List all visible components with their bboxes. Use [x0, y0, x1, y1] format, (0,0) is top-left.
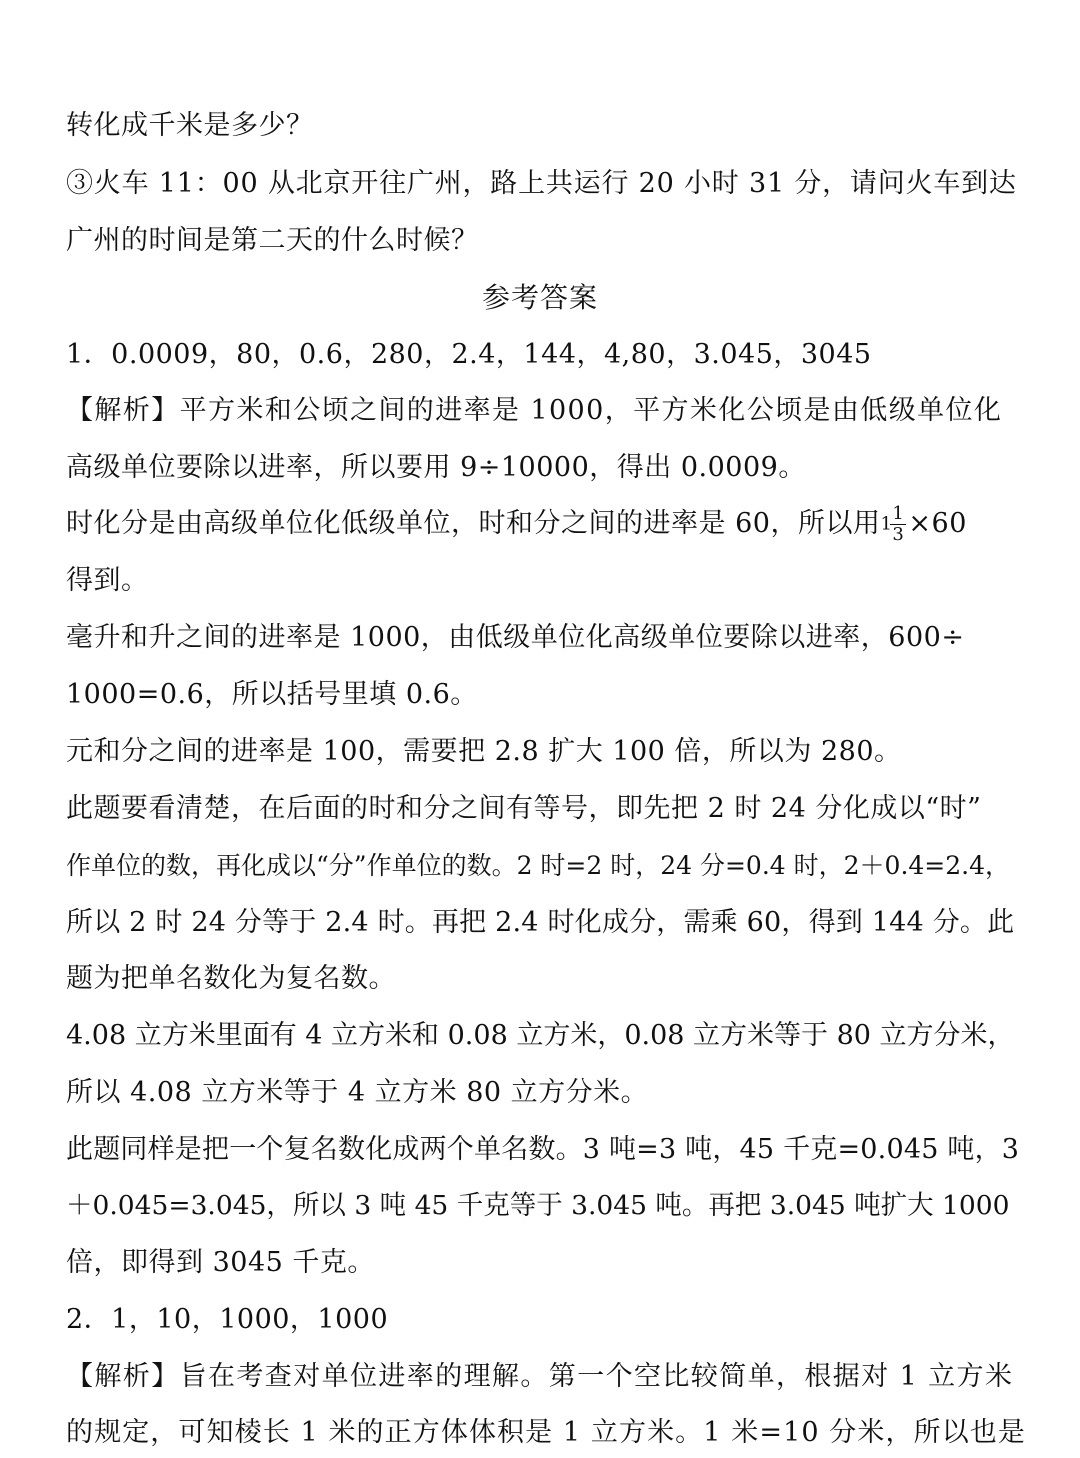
body-line-7: 所以 2 时 24 分等于 2.4 时。再把 2.4 时化成分，需乘 60，得到 144 分。此 — [66, 907, 1015, 938]
fraction-numerator: 1 — [890, 505, 906, 525]
intro-line-1: 转化成千米是多少？ — [66, 110, 314, 141]
time-line-multiplier: ×60 — [908, 508, 967, 539]
analysis-2-line-1: 【解析】旨在考查对单位进率的理解。第一个空比较简单，根据对 1 立方米 — [66, 1361, 1014, 1392]
analysis-1-line-1: 【解析】平方米和公顷之间的进率是 1000，平方米化公顷是由低级单位化 — [66, 395, 1003, 426]
fraction — [890, 505, 906, 544]
mixed-number-whole: 1 — [880, 513, 893, 535]
body-line-2: 毫升和升之间的进率是 1000，由低级单位化高级单位要除以进率，600÷ — [66, 622, 965, 653]
answer-heading: 参考答案 — [481, 281, 598, 314]
body-line-4: 元和分之间的进率是 100，需要把 2.8 扩大 100 倍，所以为 280。 — [66, 736, 902, 767]
body-line-13: 倍，即得到 3045 千克。 — [66, 1247, 375, 1278]
fraction-denominator: 3 — [892, 524, 905, 545]
body-line-12: ＋0.045=3.045，所以 3 吨 45 千克等于 3.045 吨。再把 3.045 吨扩大 1000 — [66, 1190, 1010, 1221]
body-line-11: 此题同样是把一个复名数化成两个单名数。3 吨=3 吨，45 千克=0.045 吨，3 — [66, 1134, 1020, 1165]
analysis-2-line-2: 的规定，可知棱长 1 米的正方体体积是 1 立方米。1 米=10 分米，所以也是 — [66, 1417, 1027, 1448]
intro-line-3: 广州的时间是第二天的什么时候？ — [66, 225, 479, 256]
body-line-10: 所以 4.08 立方米等于 4 立方米 80 立方分米。 — [66, 1077, 649, 1108]
intro-line-2: ③火车 11：00 从北京开往广州，路上共运行 20 小时 31 分，请问火车到达 — [66, 168, 1017, 199]
body-line-9: 4.08 立方米里面有 4 立方米和 0.08 立方米，0.08 立方米等于 80 立方分米， — [66, 1020, 1015, 1051]
body-line-1: 得到。 — [66, 565, 149, 596]
body-line-8: 题为把单名数化为复名数。 — [66, 963, 396, 994]
time-line-text: 时化分是由高级单位化低级单位，时和分之间的进率是 60，所以用 — [66, 508, 881, 539]
answer-2: 2．1，10，1000，1000 — [66, 1304, 389, 1335]
answer-1: 1．0.0009，80，0.6，280，2.4，144，4,80，3.045，3045 — [66, 339, 872, 370]
body-line-5: 此题要看清楚，在后面的时和分之间有等号，即先把 2 时 24 分化成以“时” — [66, 793, 982, 824]
body-line-6: 作单位的数，再化成以“分”作单位的数。2 时=2 时，24 分=0.4 时，2＋0.4=2.4， — [66, 851, 1010, 880]
time-conversion-line — [66, 504, 1026, 554]
analysis-1-line-2: 高级单位要除以进率，所以要用 9÷10000，得出 0.0009。 — [66, 452, 806, 483]
body-line-3: 1000=0.6，所以括号里填 0.6。 — [66, 679, 478, 710]
